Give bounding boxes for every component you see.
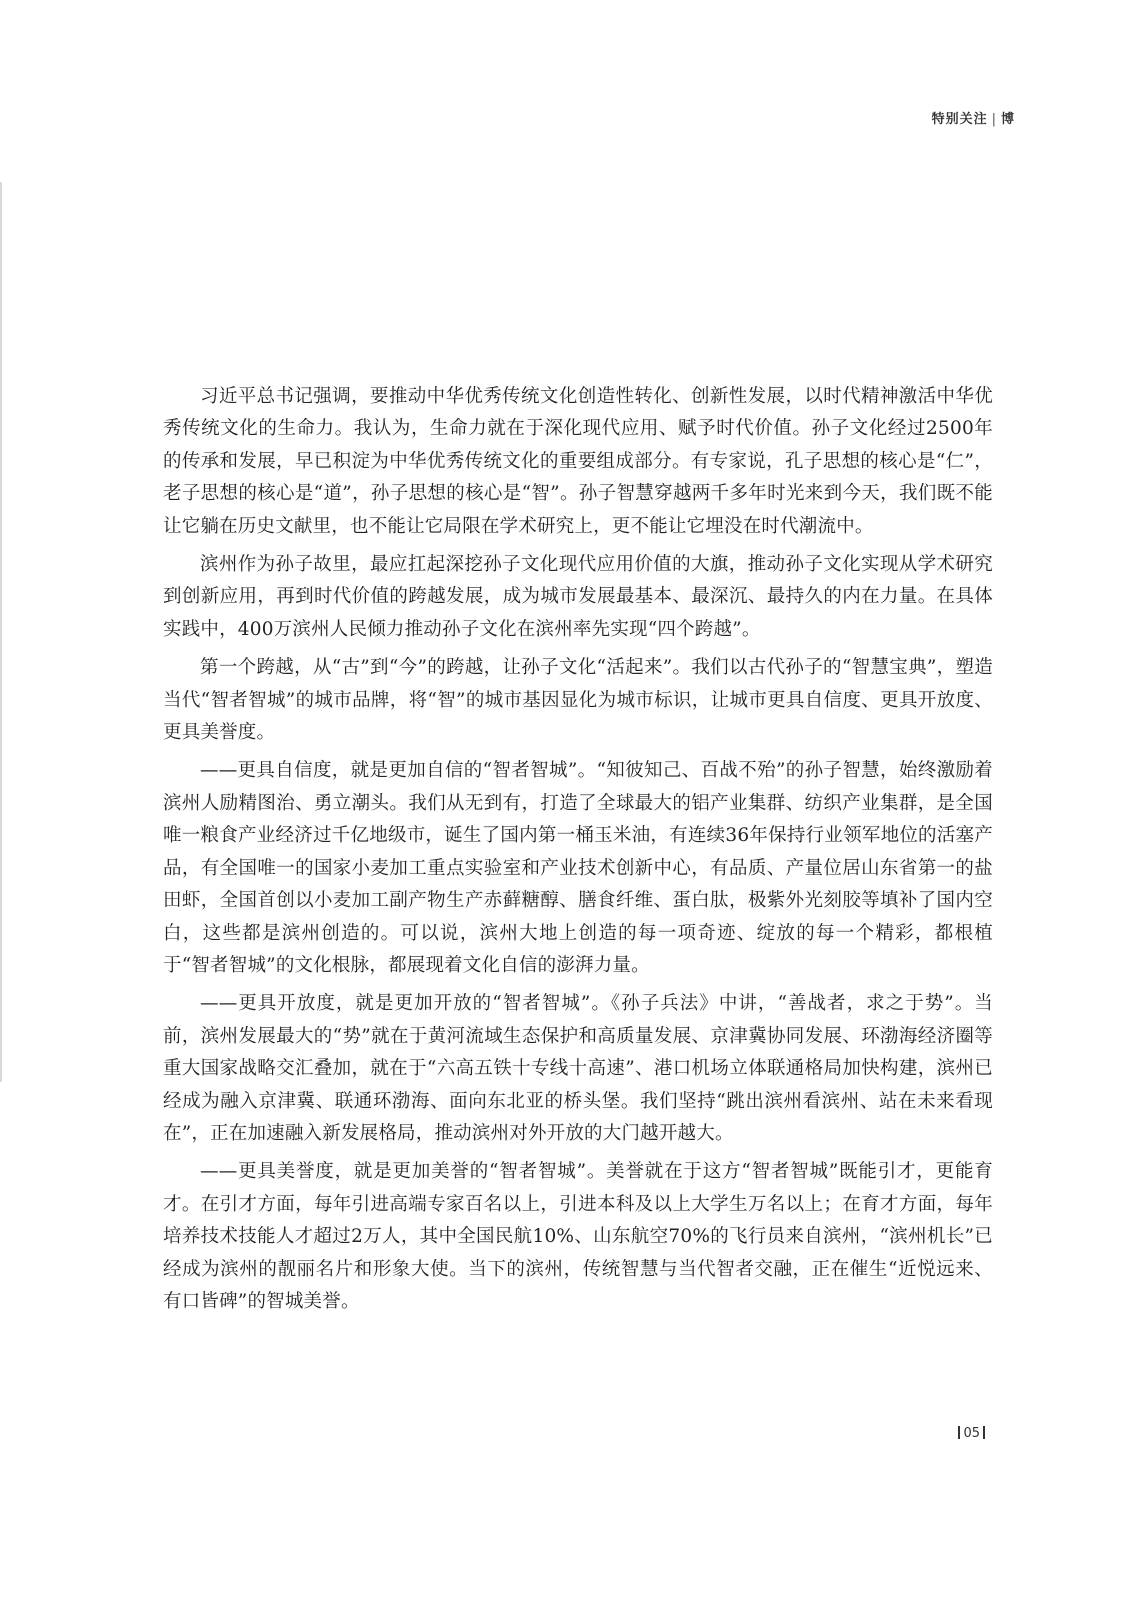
- page-number: [955, 1426, 988, 1441]
- running-header: [932, 108, 1015, 127]
- paragraph-1: 习近平总书记强调，要推动中华优秀传统文化创造性转化、创新性发展，以时代精神激活中华优秀传统文化的生命力。我认为，生命力就在于深化现代应用、赋予时代价值。孙子文化经过2500年的传承和发展，早已积淀为中华优秀传统文化的重要组成部分。有专家说，孔子思想的核心是“仁”，老子思想的核心是“道”，孙子思想的核心是“智”。孙子智慧穿越两千多年时光来到今天，我们既不能让它躺在历史文献里，也不能让它局限在学术研究上，更不能让它埋没在时代潮流中。: [163, 386, 993, 537]
- page-number-left-bar: [958, 1426, 960, 1439]
- paragraph-4: ——更具自信度，就是更加自信的“智者智城”。“知彼知己、百战不殆”的孙子智慧，始终激励着滨州人励精图治、勇立潮头。我们从无到有，打造了全球最大的铝产业集群、纺织产业集群，是全国唯一粮食产业经济过千亿地级市，诞生了国内第一桶玉米油，有连续36年保持行业领军地位的活塞产品，有全国唯一的国家小麦加工重点实验室和产业技术创新中心，有品质、产量位居山东省第一的盐田虾，全国首创以小麦加工副产物生产赤藓糖醇、膳食纤维、蛋白肽，极紫外光刻胶等填补了国内空白，这些都是滨州创造的。可以说，滨州大地上创造的每一项奇迹、绽放的每一个精彩，都根植于“智者智城”的文化根脉，都展现着文化自信的澎湃力量。: [163, 760, 993, 976]
- header-section: 特别关注: [931, 112, 988, 127]
- paragraph-6: ——更具美誉度，就是更加美誉的“智者智城”。美誉就在于这方“智者智城”既能引才，更能育才。在引才方面，每年引进高端专家百名以上，引进本科及以上大学生万名以上；在育才方面，每年培养技术技能人才超过2万人，其中全国民航10%、山东航空70%的飞行员来自滨州，“滨州机长”已经成为滨州的靓丽名片和形象大使。当下的滨州，传统智慧与当代智者交融，正在催生“近悦远来、有口皆碑”的智城美誉。: [163, 1161, 993, 1312]
- left-margin-rule: [0, 182, 2, 1082]
- header-separator: |: [991, 112, 997, 127]
- header-tag: 博: [1000, 112, 1015, 127]
- page-number-right-bar: [983, 1426, 985, 1439]
- article-body: [163, 381, 993, 1324]
- paragraph-2: 滨州作为孙子故里，最应扛起深挖孙子文化现代应用价值的大旗，推动孙子文化实现从学术研究到创新应用，再到时代价值的跨越发展，成为城市发展最基本、最深沉、最持久的内在力量。在具体实践中，400万滨州人民倾力推动孙子文化在滨州率先实现“四个跨越”。: [163, 554, 993, 640]
- paragraph-5: ——更具开放度，就是更加开放的“智者智城”。《孙子兵法》中讲，“善战者，求之于势”。当前，滨州发展最大的“势”就在于黄河流域生态保护和高质量发展、京津冀协同发展、环渤海经济圈等重大国家战略交汇叠加，就在于“六高五铁十专线十高速”、港口机场立体联通格局加快构建，滨州已经成为融入京津冀、联通环渤海、面向东北亚的桥头堡。我们坚持“跳出滨州看滨州、站在未来看现在”，正在加速融入新发展格局，推动滨州对外开放的大门越开越大。: [163, 993, 993, 1144]
- paragraph-3: 第一个跨越，从“古”到“今”的跨越，让孙子文化“活起来”。我们以古代孙子的“智慧宝典”，塑造当代“智者智城”的城市品牌，将“智”的城市基因显化为城市标识，让城市更具自信度、更具开放度、更具美誉度。: [163, 657, 993, 744]
- page-number-value: 05: [963, 1426, 980, 1441]
